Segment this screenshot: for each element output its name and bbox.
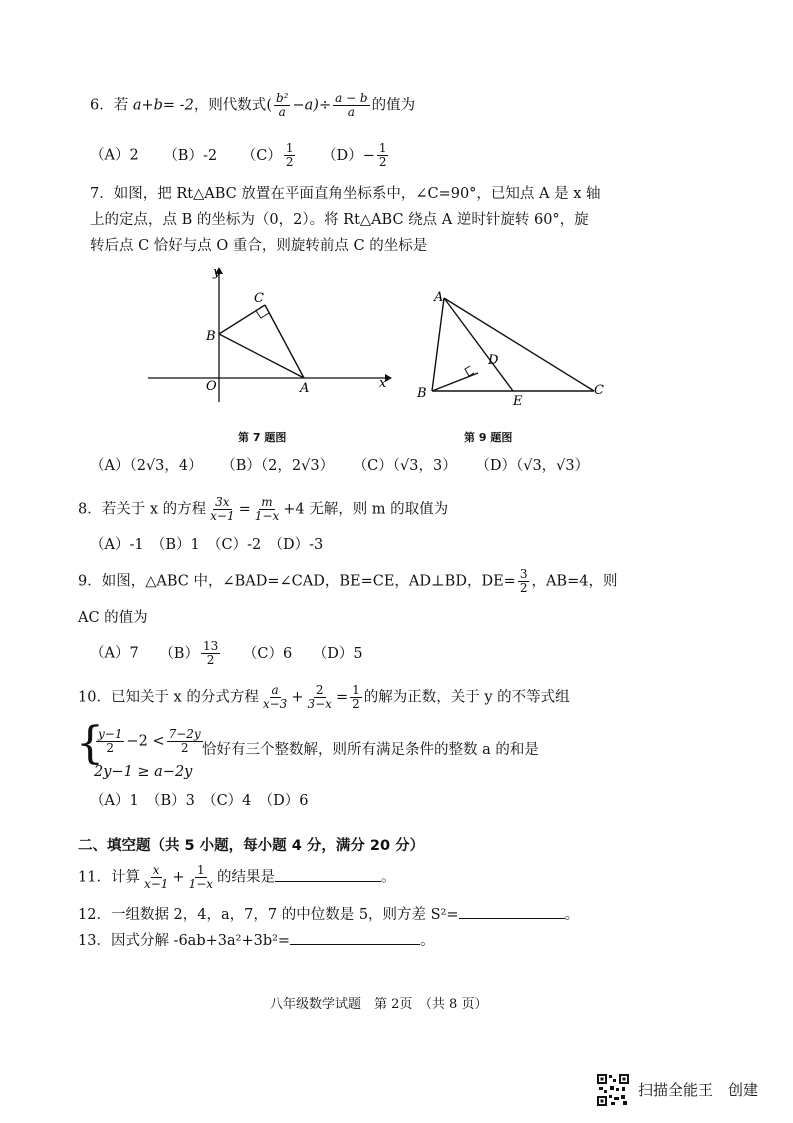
- line-ae: [444, 298, 513, 391]
- line-bd: [432, 373, 478, 391]
- q10-ineq1: [94, 728, 205, 755]
- q10-brace: {: [76, 718, 104, 769]
- q6-opt-a: （A）2: [90, 147, 139, 164]
- label-y: y: [213, 265, 221, 280]
- watermark-text: 扫描全能王 创建: [638, 1081, 759, 1099]
- q7-figure: [140, 262, 400, 412]
- q8-options: （A）-1 （B）1 （C）-2 （D）-3: [90, 537, 324, 553]
- q7-opt-b: （B）（2，2√3）: [221, 458, 335, 474]
- q7-opt-d: （D）（√3，√3）: [475, 458, 590, 474]
- label-d: D: [488, 353, 499, 368]
- q6-number: 6．若: [90, 97, 129, 114]
- q12-answer-blank[interactable]: [459, 904, 565, 919]
- q11-text1: 11．计算: [78, 869, 140, 886]
- q11-frac2: $\frac{1}{1-x}$: [188, 863, 214, 891]
- q10-ineq1-mid: −2 <: [126, 733, 165, 750]
- q10-ineq1-frac2: $\frac{7-2y}{2}$: [168, 727, 201, 755]
- q6-opt-d-frac: $\frac{1}{2}$: [378, 141, 387, 169]
- side-ba: [219, 334, 304, 378]
- q6-opt-c-label: （C）: [241, 147, 282, 164]
- q7-fig-caption: 第 7 题图: [238, 431, 287, 444]
- q6-text2: 的值为: [371, 97, 416, 114]
- q6-minus-a: −a): [292, 97, 319, 114]
- q7-opt-a: （A）（2√3，4）: [90, 458, 203, 474]
- q11-plus: +: [172, 869, 185, 886]
- q7-line1: 7．如图，把 Rt△ABC 放置在平面直角坐标系中，∠C=90°，已知点 A 是 x 轴: [90, 186, 601, 202]
- q12-end: 。: [564, 907, 580, 923]
- q9-line1: [78, 568, 617, 595]
- q6-opt-b: （B）-2: [163, 147, 218, 164]
- q8-frac2: $\frac{m}{1-x}$: [254, 495, 280, 523]
- label-b: B: [206, 329, 216, 344]
- label-c: C: [594, 383, 604, 398]
- q6-frac2: $\frac{a - b}{a}$: [335, 91, 368, 119]
- q9-line1a: 9．如图，△ABC 中，∠BAD=∠CAD，BE=CE，AD⊥BD，DE=: [78, 573, 516, 590]
- q12-text: 12．一组数据 2，4，a，7，7 的中位数是 5，则方差 S²=: [78, 907, 459, 923]
- q9-fig-caption: 第 9 题图: [464, 431, 513, 444]
- q6-text1: ，则代数式: [193, 97, 267, 114]
- side-ca: [265, 305, 304, 378]
- q10-text1: 10．已知关于 x 的分式方程: [78, 689, 259, 706]
- q8-text2: +4 无解，则 m 的取值为: [283, 501, 449, 518]
- q11-text2: 的结果是: [217, 869, 276, 886]
- q9-de-frac: $\frac{3}{2}$: [519, 567, 528, 595]
- label-a: A: [300, 381, 310, 396]
- q8-text1: 8．若关于 x 的方程: [78, 501, 207, 518]
- label-b: B: [417, 386, 427, 401]
- q8-line: [78, 496, 448, 523]
- q6-opt-d-label: （D）−: [322, 147, 375, 164]
- label-x: x: [379, 376, 387, 391]
- label-c: C: [254, 291, 264, 306]
- q11-frac1: $\frac{x}{x-1}$: [143, 863, 169, 891]
- side-bc: [219, 305, 265, 334]
- q6-condition: a+b= -2: [132, 97, 194, 114]
- q13-line: [78, 930, 435, 951]
- q9-figure: [412, 284, 612, 409]
- q6-line: 6．若 a+b= -2，则代数式( $\frac{\text{b²}}{a}$ −a)÷ $\frac{a - b}{a}$ 的值为: [90, 91, 416, 119]
- q9-opt-c: （C）6: [242, 645, 293, 662]
- q9-opt-b-label: （B）: [159, 645, 199, 662]
- q11-answer-blank[interactable]: [275, 867, 381, 882]
- q6-options: [90, 142, 390, 169]
- q13-text: 13．因式分解 -6ab+3a²+3b²=: [78, 933, 291, 949]
- q6-opt-c-frac: $\frac{1}{2}$: [285, 141, 294, 169]
- q6-div: ÷: [318, 97, 332, 114]
- q9-line2: AC 的值为: [78, 610, 148, 626]
- q10-ineq1-frac1: $\frac{y-1}{2}$: [98, 727, 123, 755]
- q10-options: （A）1 （B）3 （C）4 （D）6: [90, 793, 309, 809]
- q9-line1b: ，AB=4，则: [531, 573, 618, 590]
- page-footer: 八年级数学试题 第 2页 （共 8 页）: [270, 997, 488, 1012]
- q9-options: [90, 640, 363, 667]
- right-angle-c: [256, 311, 269, 318]
- label-e: E: [513, 394, 523, 409]
- q13-end: 。: [420, 933, 435, 949]
- q12-line: [78, 904, 579, 925]
- q10-line1: [78, 684, 570, 711]
- q13-answer-blank[interactable]: [290, 930, 420, 945]
- q10-text2: 的解为正数，关于 y 的不等式组: [363, 689, 570, 706]
- q11-end: 。: [381, 869, 396, 886]
- qr-code-icon: [596, 1073, 630, 1107]
- q6-frac1: $\frac{\text{b²}}{a}$: [275, 91, 289, 119]
- q9-opt-d: （D）5: [312, 645, 363, 662]
- q10-plus: +: [291, 689, 304, 706]
- q10-text3: 恰好有三个整数解，则所有满足条件的整数 a 的和是: [202, 742, 539, 758]
- q7-opt-c: （C）（√3，3）: [352, 458, 457, 474]
- q7-line3: 转后点 C 恰好与点 O 重合，则旋转前点 C 的坐标是: [90, 238, 428, 254]
- q10-frac2: $\frac{2}{3-x}$: [307, 683, 332, 711]
- q9-opt-a: （A）7: [90, 645, 139, 662]
- side-ab: [432, 298, 444, 391]
- label-o: O: [206, 379, 217, 394]
- q9-opt-b-frac: $\frac{13}{2}$: [202, 639, 219, 667]
- section-2-title: 二、填空题（共 5 小题，每小题 4 分，满分 20 分）: [78, 838, 425, 854]
- label-a: A: [434, 290, 444, 305]
- q7-line2: 上的定点，点 B 的坐标为（0，2）。将 Rt△ABC 绕点 A 逆时针旋转 60°，旋: [90, 212, 589, 228]
- q10-frac1: $\frac{a}{x-3}$: [262, 683, 288, 711]
- q7-options: [90, 456, 589, 476]
- q10-frac3: $\frac{1}{2}$: [352, 683, 360, 711]
- q10-ineq2: 2y−1 ≥ a−2y: [94, 764, 193, 780]
- q11-line: [78, 864, 396, 891]
- q8-frac1: $\frac{3x}{x-1}$: [210, 495, 235, 523]
- q8-eq: =: [238, 501, 251, 518]
- q10-eq: =: [335, 689, 349, 706]
